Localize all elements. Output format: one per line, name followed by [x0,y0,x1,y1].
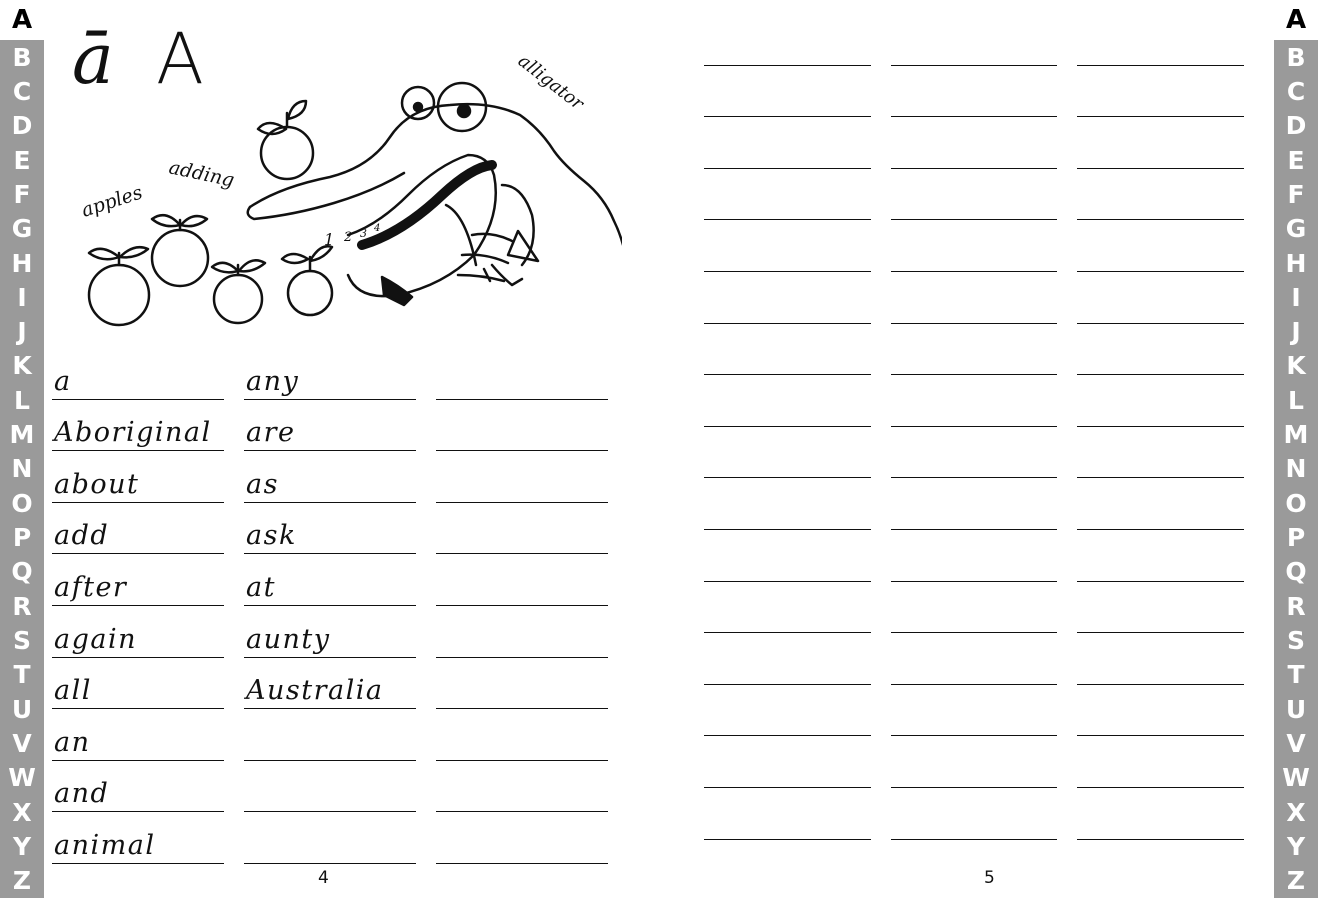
word-text: an [54,726,91,758]
blank-row [704,633,1264,685]
word-row [52,709,614,761]
blank-row [704,117,1264,169]
word-text: Aboriginal [54,417,212,449]
alphabet-tab-letter[interactable]: C [12,76,32,106]
blank-writing-line[interactable] [244,709,416,761]
word-row [52,503,614,555]
word-cell [244,503,416,555]
blank-writing-line[interactable] [436,348,608,400]
alphabet-tab-letter[interactable]: P [12,523,32,553]
blank-writing-line[interactable] [704,633,871,685]
blank-writing-line[interactable] [244,812,416,864]
alphabet-tab-letter[interactable]: Q [1285,557,1307,587]
blank-writing-line[interactable] [891,633,1058,685]
blank-row [704,530,1264,582]
caption-adding: adding [166,156,237,192]
alligator-apples-illustration [62,45,622,335]
blank-writing-line[interactable] [891,530,1058,582]
word-text: and [54,778,110,810]
alphabet-tab-letter[interactable]: G [1285,214,1307,244]
blank-row [704,169,1264,221]
word-row [52,658,614,710]
blank-writing-line[interactable] [704,685,871,737]
alphabet-tab-letter[interactable]: D [1285,111,1307,141]
alphabet-tab-letter[interactable]: V [1286,728,1306,758]
blank-writing-line[interactable] [704,375,871,427]
blank-writing-line[interactable] [436,554,608,606]
blank-writing-line[interactable] [704,736,871,788]
blank-writing-line[interactable] [1077,478,1244,530]
blank-writing-line[interactable] [1077,117,1244,169]
word-cell [244,658,416,710]
blank-writing-line[interactable] [1077,685,1244,737]
blank-writing-line[interactable] [1077,66,1244,118]
alphabet-tab-letter[interactable]: G [11,214,33,244]
blank-row [704,272,1264,324]
word-row [52,348,614,400]
word-text: after [54,571,128,603]
blank-writing-line[interactable] [891,117,1058,169]
blank-writing-line[interactable] [891,736,1058,788]
blank-writing-line[interactable] [1077,582,1244,634]
blank-writing-line[interactable] [891,220,1058,272]
word-cell [52,812,224,864]
alphabet-tab-letter[interactable]: Z [12,866,32,896]
blank-row [704,736,1264,788]
blank-writing-line[interactable] [1077,736,1244,788]
alphabet-tab-letter[interactable]: X [1286,797,1306,827]
alphabet-tab-letter[interactable]: T [1287,660,1305,690]
alphabet-tab-strip [0,40,44,898]
apple-icon [212,260,265,323]
alphabet-tab-active-letter[interactable]: A [1274,0,1318,40]
blank-writing-line[interactable] [1077,14,1244,66]
blank-row [704,14,1264,66]
blank-row [704,324,1264,376]
heading-uppercase-letter: A [156,18,214,100]
alphabet-tab-letter[interactable]: O [11,488,33,518]
blank-writing-line[interactable] [891,427,1058,479]
blank-writing-line[interactable] [704,427,871,479]
blank-writing-line[interactable] [1077,220,1244,272]
blank-writing-line[interactable] [891,66,1058,118]
word-row [52,606,614,658]
alphabet-tab-letter[interactable]: I [17,282,27,312]
alphabet-tab-letter[interactable]: L [1288,385,1304,415]
alphabet-tab-letter[interactable]: S [12,625,31,655]
word-text: add [54,520,110,552]
word-text: at [246,571,276,603]
alphabet-tab-letter[interactable]: R [1286,591,1306,621]
word-cell [52,606,224,658]
alphabet-tab-letter[interactable]: D [11,111,33,141]
apple-icon [152,215,208,286]
blank-writing-line[interactable] [436,606,608,658]
alphabet-tab-letter[interactable]: L [14,385,30,415]
alphabet-tab-letter[interactable]: U [11,694,33,724]
heading-lowercase-letter: ā [72,18,124,100]
alphabet-tab-letter[interactable]: I [1291,282,1301,312]
word-cell [244,348,416,400]
word-text: all [54,675,92,707]
alphabet-tab-letter[interactable]: Z [1286,866,1306,896]
word-row [52,400,614,452]
word-row [52,761,614,813]
alphabet-tab-letter[interactable]: O [1285,488,1307,518]
word-cell [244,606,416,658]
word-cell [52,451,224,503]
word-text: about [54,468,140,500]
blank-writing-line[interactable] [704,14,871,66]
caption-alligator: alligator [513,50,588,115]
word-cell [52,348,224,400]
page-number-left: 4 [318,868,329,888]
word-cell [244,451,416,503]
blank-writing-line[interactable] [244,761,416,813]
alphabet-tab-letter[interactable]: Q [11,557,33,587]
blank-writing-line[interactable] [891,788,1058,840]
word-text: again [54,623,138,655]
blank-writing-line[interactable] [891,169,1058,221]
alphabet-tab-letter[interactable]: N [1285,454,1307,484]
blank-writing-line[interactable] [1077,788,1244,840]
blank-writing-line[interactable] [704,117,871,169]
alphabet-tab-letter[interactable]: W [8,763,36,793]
word-cell [52,709,224,761]
blank-writing-line[interactable] [436,503,608,555]
blank-writing-line[interactable] [891,582,1058,634]
word-cell [244,554,416,606]
word-cell [52,400,224,452]
alphabet-tab-letter[interactable]: W [1282,763,1310,793]
word-cell [52,761,224,813]
alphabet-tab-letter[interactable]: S [1286,625,1305,655]
blank-row [704,66,1264,118]
blank-writing-line[interactable] [704,478,871,530]
blank-writing-line[interactable] [704,324,871,376]
blank-row [704,685,1264,737]
alphabet-tab-letter[interactable]: P [1286,523,1306,553]
counting-number: 3 [360,227,367,240]
word-text: aunty [246,623,331,655]
alphabet-tab-letter[interactable]: K [12,351,32,381]
alphabet-tab-active-letter[interactable]: A [0,0,44,40]
alphabet-tab-strip [1274,40,1318,898]
word-cell [244,400,416,452]
blank-writing-line[interactable] [1077,530,1244,582]
counting-number: 1 [324,230,335,249]
word-cell [52,658,224,710]
alphabet-tab-letter[interactable]: C [1286,76,1306,106]
alphabet-tab-letter[interactable]: K [1286,351,1306,381]
blank-writing-line[interactable] [704,169,871,221]
apple-icon [282,246,332,315]
blank-writing-line[interactable] [891,14,1058,66]
alphabet-tab-letter[interactable]: R [12,591,32,621]
word-text: a [54,365,72,397]
page-number-right: 5 [984,868,995,888]
blank-row [704,220,1264,272]
word-row [52,451,614,503]
blank-writing-line[interactable] [1077,272,1244,324]
blank-row [704,375,1264,427]
blank-writing-line[interactable] [436,761,608,813]
blank-row [704,582,1264,634]
blank-writing-line[interactable] [891,272,1058,324]
blank-writing-line[interactable] [704,220,871,272]
word-text: as [246,468,279,500]
alphabet-tab-letter[interactable]: J [17,317,27,347]
alphabet-tab-letter[interactable]: T [13,660,31,690]
blank-writing-line[interactable] [704,582,871,634]
alphabet-tab-letter[interactable]: N [11,454,33,484]
word-row [52,554,614,606]
alphabet-tab-letter[interactable]: E [1287,145,1305,175]
blank-writing-line[interactable] [1077,169,1244,221]
blank-row [704,478,1264,530]
blank-row [704,427,1264,479]
blank-writing-line[interactable] [1077,375,1244,427]
blank-writing-lines [704,14,1264,840]
word-text: animal [54,829,156,861]
caption-apples: apples [78,181,146,222]
blank-writing-line[interactable] [704,66,871,118]
alphabet-tab-letter[interactable]: H [11,248,33,278]
alphabet-tab-letter[interactable]: F [13,179,31,209]
alphabet-tab-letter[interactable]: U [1285,694,1307,724]
alphabet-tab-letter[interactable]: B [12,42,32,72]
word-text: ask [246,520,297,552]
blank-writing-line[interactable] [1077,324,1244,376]
blank-writing-line[interactable] [1077,427,1244,479]
blank-writing-line[interactable] [704,530,871,582]
word-list [52,348,614,864]
alphabet-tab-left [0,0,44,898]
apple-icon [89,247,149,325]
blank-writing-line[interactable] [436,400,608,452]
blank-writing-line[interactable] [891,685,1058,737]
alphabet-tab-letter[interactable]: B [1286,42,1306,72]
word-cell [52,554,224,606]
blank-writing-line[interactable] [436,658,608,710]
alphabet-tab-letter[interactable]: J [1291,317,1301,347]
word-text: Australia [246,675,384,707]
blank-row [704,788,1264,840]
blank-writing-line[interactable] [436,709,608,761]
blank-writing-line[interactable] [1077,633,1244,685]
alphabet-tab-letter[interactable]: X [12,797,32,827]
blank-writing-line[interactable] [891,375,1058,427]
alphabet-tab-letter[interactable]: M [9,420,35,450]
word-text: are [246,417,296,449]
alphabet-tab-letter[interactable]: M [1283,420,1309,450]
apple-icon [258,101,313,179]
alphabet-tab-letter[interactable]: E [13,145,31,175]
blank-writing-line[interactable] [436,812,608,864]
alphabet-tab-right [1274,0,1318,898]
blank-writing-line[interactable] [891,324,1058,376]
counting-number: 4 [374,223,381,234]
word-text: any [246,365,300,397]
alphabet-tab-letter[interactable]: Y [12,831,32,861]
alphabet-tab-letter[interactable]: Y [1286,831,1306,861]
alphabet-tab-letter[interactable]: H [1285,248,1307,278]
alphabet-tab-letter[interactable]: F [1287,179,1305,209]
blank-writing-line[interactable] [704,788,871,840]
word-row [52,812,614,864]
blank-writing-line[interactable] [891,478,1058,530]
blank-writing-line[interactable] [436,451,608,503]
counting-number: 2 [344,230,353,245]
word-cell [52,503,224,555]
alphabet-tab-letter[interactable]: V [12,728,32,758]
blank-writing-line[interactable] [704,272,871,324]
